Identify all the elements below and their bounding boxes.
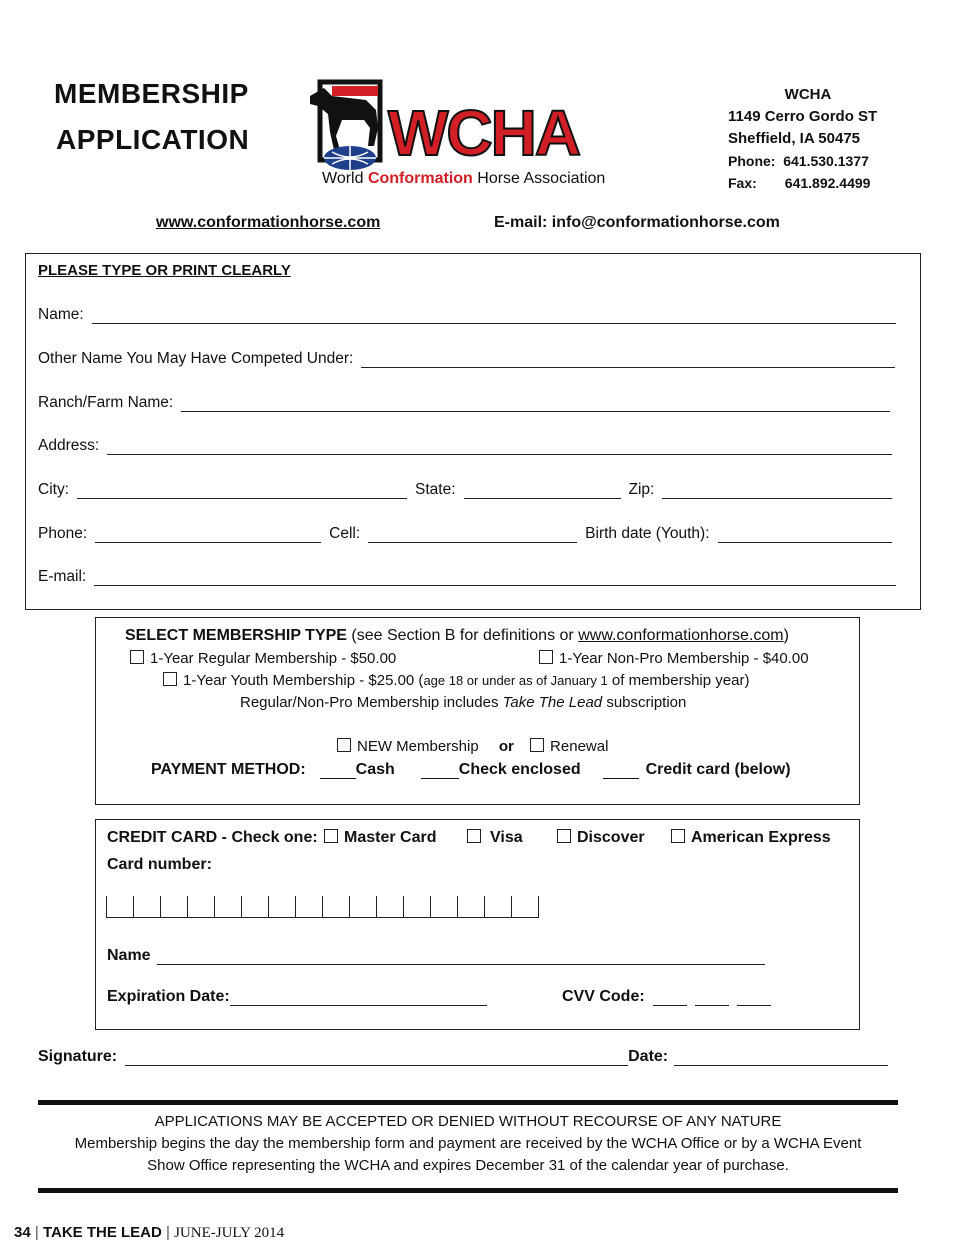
phone-row [38,524,892,543]
logo-tagline: World Conformation Horse Association [322,170,606,187]
card-number-field[interactable] [106,896,539,918]
nonpro-checkbox[interactable] [539,650,553,664]
ranch-row [38,393,890,412]
check-label: Check enclosed [458,761,581,778]
visa-option[interactable]: Visa [467,829,523,847]
state-field[interactable] [464,480,621,499]
ranch-label: Ranch/Farm Name: [38,394,174,411]
card-name-field[interactable] [157,946,765,965]
nonpro-option[interactable]: 1-Year Non-Pro Membership - $40.00 [539,650,809,667]
birth-field[interactable] [718,524,892,543]
discover-option[interactable]: Discover [557,829,645,847]
title-line-2: APPLICATION [56,124,250,155]
logo-wordmark: WCHA [388,97,580,169]
credit-label: Credit card (below) [645,761,791,778]
wcha-logo [296,66,640,194]
membership-heading: SELECT MEMBERSHIP TYPE (see Section B for definitions or www.conformationhorse.com) [125,627,789,644]
mastercard-checkbox[interactable] [324,829,338,843]
regular-option[interactable]: 1-Year Regular Membership - $50.00 [130,650,396,667]
email-line: E-mail: info@conformationhorse.com [494,214,780,231]
card-number-label: Card number: [107,856,212,873]
youth-option[interactable]: 1-Year Youth Membership - $25.00 (age 18 or under as of January 1 of membership year) [163,672,749,689]
publication-name: TAKE THE LEAD [42,1224,162,1241]
org-address [728,84,888,194]
cvv-digit-2[interactable] [695,987,729,1006]
name-row [38,305,896,324]
ranch-field[interactable] [181,393,890,412]
renewal-checkbox[interactable] [530,738,544,752]
new-checkbox[interactable] [337,738,351,752]
or-label: or [498,738,514,755]
other-name-label: Other Name You May Have Competed Under: [38,350,354,367]
check-blank[interactable] [421,764,459,779]
regular-checkbox[interactable] [130,650,144,664]
phone-field[interactable] [95,524,321,543]
credit-heading: CREDIT CARD - Check one: [107,829,318,846]
visa-checkbox[interactable] [467,829,481,843]
birth-label: Birth date (Youth): [585,525,710,542]
top-rule [38,1100,898,1105]
name-field[interactable] [92,305,896,324]
date-field[interactable] [674,1047,888,1066]
cvv-digit-1[interactable] [653,987,687,1006]
phone-label: Phone: [38,525,88,542]
address-field[interactable] [107,436,892,455]
city-field[interactable] [77,480,407,499]
new-option[interactable]: NEW Membership [337,738,479,755]
org-phone: Phone: 641.530.1377 [728,153,869,169]
org-fax: Fax: 641.892.4499 [728,175,871,191]
signature-label: Signature: [38,1048,118,1065]
discover-checkbox[interactable] [557,829,571,843]
payment-row [151,761,791,779]
org-name: WCHA [784,86,832,103]
cvv-label: CVV Code: [562,988,645,1005]
expiration-field[interactable] [230,987,487,1006]
card-name-label: Name [107,947,151,964]
other-name-row [38,349,895,368]
membership-link[interactable]: www.conformationhorse.com [578,627,784,644]
website-link[interactable]: www.conformationhorse.com [156,214,381,231]
page-footer: 34 | TAKE THE LEAD | JUNE-JULY 2014 [14,1224,285,1241]
cell-field[interactable] [368,524,577,543]
city-label: City: [38,481,69,498]
state-label: State: [415,481,456,498]
cell-label: Cell: [329,525,361,542]
bottom-rule [38,1188,898,1193]
zip-field[interactable] [662,480,892,499]
card-name-row [107,946,765,965]
youth-checkbox[interactable] [163,672,177,686]
cash-label: Cash [355,761,395,778]
date-label: Date: [628,1048,669,1065]
cvv-digit-3[interactable] [737,987,771,1006]
renewal-option[interactable]: Renewal [530,738,608,755]
new-renewal-row [337,738,608,755]
includes-note: Regular/Non-Pro Membership includes Take The Lead subscription [240,694,687,711]
cash-blank[interactable] [320,764,356,779]
org-street: 1149 Cerro Gordo ST [728,108,878,125]
footer-line-1: APPLICATIONS MAY BE ACCEPTED OR DENIED WITHOUT RECOURSE OF ANY NATURE [154,1113,782,1130]
title-line-1: MEMBERSHIP [54,78,249,109]
name-label: Name: [38,306,84,323]
amex-option[interactable]: American Express [671,829,831,847]
address-label: Address: [38,437,100,454]
expiration-row [107,987,487,1006]
footer-line-3: Show Office representing the WCHA and expires December 31 of the calendar year of purchase. [147,1157,789,1174]
page-number: 34 [14,1224,31,1241]
footer-line-2: Membership begins the day the membership form and payment are received by the WCHA Office or by a WCHA Event [74,1135,862,1152]
expiration-label: Expiration Date: [107,988,230,1005]
signature-row [38,1047,888,1066]
amex-checkbox[interactable] [671,829,685,843]
other-name-field[interactable] [361,349,895,368]
zip-label: Zip: [628,481,655,498]
email-row [38,567,896,586]
city-state-zip-row [38,480,892,499]
signature-field[interactable] [125,1047,628,1066]
email-field[interactable] [94,567,896,586]
payment-label: PAYMENT METHOD: [151,761,306,778]
address-row [38,436,892,455]
email-label: E-mail: [38,568,87,585]
cvv-row [562,987,771,1006]
footer-notice [38,1111,898,1177]
credit-blank[interactable] [603,764,639,779]
mastercard-option[interactable]: Master Card [324,829,436,847]
issue-date: JUNE-JULY 2014 [174,1225,285,1241]
org-city: Sheffield, IA 50475 [728,130,860,147]
print-clearly-heading: PLEASE TYPE OR PRINT CLEARLY [38,262,291,279]
